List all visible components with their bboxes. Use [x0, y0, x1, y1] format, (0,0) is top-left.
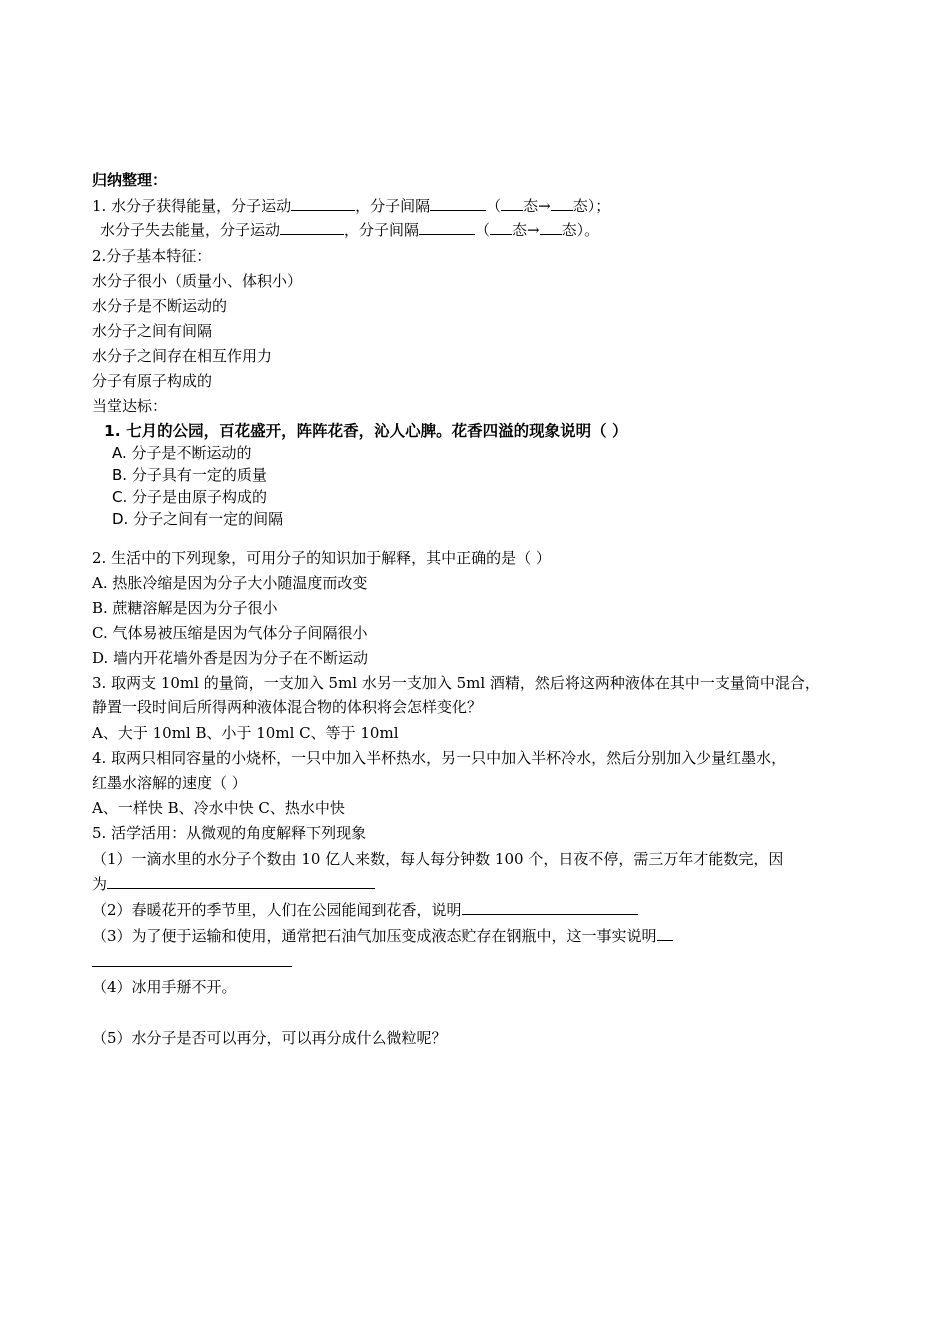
question-1-option[interactable]: A. 分子是不断运动的 [112, 444, 252, 462]
question-2-stem: 2. 生活中的下列现象，可用分子的知识加于解释，其中正确的是（ ） [92, 549, 551, 567]
question-3-line1: 3. 取两支 10ml 的量筒，一支加入 5ml 水另一支加入 5ml 酒精，然后将这两种液体在其中一支量筒中混合， [92, 674, 820, 692]
question-1-stem: 1. 七月的公园，百花盛开，阵阵花香，沁人心脾。花香四溢的现象说明（ ） [104, 422, 628, 440]
question-3-options[interactable]: A、大于 10ml B、小于 10ml C、等于 10ml [92, 724, 399, 742]
blank-state-from[interactable] [501, 196, 523, 211]
question-1-option[interactable]: C. 分子是由原子构成的 [112, 488, 268, 506]
question-2-option[interactable]: D. 墙内开花墙外香是因为分子在不断运动 [92, 649, 369, 667]
summary-item1-lose: 水分子失去能量，分子运动 ，分子间隔 （ 态→ 态）。 [100, 221, 600, 239]
practice-heading: 当堂达标： [92, 397, 168, 415]
blank-motion[interactable] [291, 196, 355, 211]
blank-state-from[interactable] [490, 220, 512, 235]
question-5-sub1-line1: （1）一滴水里的水分子个数由 10 亿人来数，每人每分钟数 100 个，日夜不停，需三万年才能数完，因 [92, 850, 784, 868]
blank-spacing[interactable] [419, 220, 475, 235]
question-5-sub1-line2: 为 [92, 874, 375, 894]
question-5-sub4: （4）冰用手掰不开。 [92, 978, 237, 996]
question-4-line1: 4. 取两只相同容量的小烧杯，一只中加入半杯热水，另一只中加入半杯冷水，然后分别加入少量红墨水， [92, 749, 787, 767]
question-5-title: 5. 活学活用：从微观的角度解释下列现象 [92, 824, 367, 842]
answer-blank[interactable] [107, 874, 375, 889]
question-2-option[interactable]: B. 蔗糖溶解是因为分子很小 [92, 599, 278, 617]
feature-item: 水分子是不断运动的 [92, 297, 228, 315]
question-1-option[interactable]: B. 分子具有一定的质量 [112, 466, 267, 484]
feature-item: 水分子之间存在相互作用力 [92, 347, 273, 365]
question-4-line2: 红墨水溶解的速度（ ） [92, 774, 247, 792]
summary-item2-title: 2.分子基本特征： [92, 247, 212, 265]
blank-state-to[interactable] [540, 220, 562, 235]
question-2-option[interactable]: C. 气体易被压缩是因为气体分子间隔很小 [92, 624, 368, 642]
blank-motion[interactable] [280, 220, 344, 235]
feature-item: 水分子很小（质量小、体积小） [92, 272, 303, 290]
answer-line[interactable] [92, 966, 292, 967]
question-1-option[interactable]: D. 分子之间有一定的间隔 [112, 510, 284, 528]
summary-item1-gain: 1. 水分子获得能量，分子运动 ，分子间隔 （ 态→ 态）； [92, 197, 611, 215]
question-5-sub5: （5）水分子是否可以再分，可以再分成什么微粒呢？ [92, 1029, 447, 1047]
question-4-options[interactable]: A、一样快 B、冷水中快 C、热水中快 [92, 799, 345, 817]
summary-heading: 归纳整理： [92, 171, 168, 189]
question-3-line2: 静置一段时间后所得两种液体混合物的体积将会怎样变化？ [92, 698, 483, 716]
feature-item: 水分子之间有间隔 [92, 322, 213, 340]
question-5-sub2: （2）春暖花开的季节里，人们在公园能闻到花香，说明 [92, 900, 638, 920]
answer-blank[interactable] [462, 900, 638, 915]
question-2-option[interactable]: A. 热胀冷缩是因为分子大小随温度而改变 [92, 574, 368, 592]
question-5-sub3: （3）为了便于运输和使用，通常把石油气加压变成液态贮存在钢瓶中，这一事实说明 [92, 926, 673, 946]
blank-spacing[interactable] [430, 196, 486, 211]
blank-state-to[interactable] [551, 196, 573, 211]
answer-blank[interactable] [657, 926, 673, 941]
feature-item: 分子有原子构成的 [92, 372, 213, 390]
